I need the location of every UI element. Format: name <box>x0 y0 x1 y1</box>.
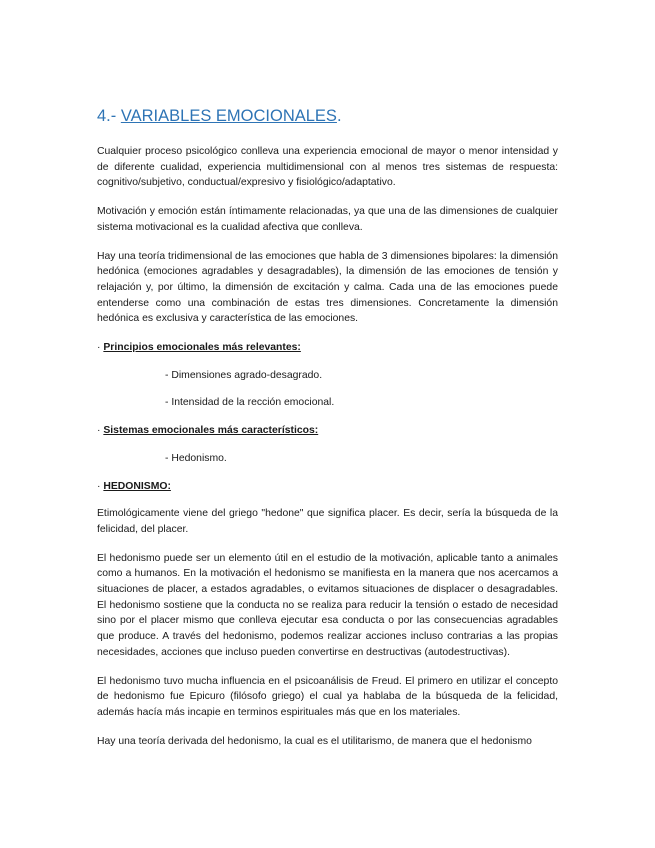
heading-number: 4.- <box>97 107 121 125</box>
paragraph-3: Hay una teoría tridimensional de las emociones que habla de 3 dimensiones bipolares: la dimensión hedónica (emociones agradables y desagradables), la dimensión de las emociones de tensión y relajación y, por último, la dimensión de excitación y calma. Cada una de las emociones puede entenderse como una combinación de estas tres dimensiones. Concretamente la dimensión hedónica es exclusiva y característica de las emociones. <box>97 250 558 325</box>
section-heading <box>97 106 558 126</box>
hedonismo-paragraph-4: Hay una teoría derivada del hedonismo, la cual es el utilitarismo, de manera que el hedonismo <box>97 735 532 747</box>
principios-item: - Intensidad de la rección emocional. <box>165 397 335 409</box>
sistemas-heading <box>97 423 558 439</box>
hedonismo-label: HEDONISMO: <box>103 480 171 492</box>
sistemas-label: Sistemas emocionales más característicos: <box>103 425 319 437</box>
paragraph-2: Motivación y emoción están íntimamente relacionadas, ya que una de las dimensiones de cualquier sistema motivacional es la cualidad afectiva que conlleva. <box>97 206 558 233</box>
document-content <box>97 106 558 762</box>
principios-prefix: · <box>97 342 104 354</box>
hedonismo-heading <box>97 479 558 495</box>
principios-heading <box>97 340 558 356</box>
heading-title: VARIABLES EMOCIONALES <box>120 107 337 125</box>
hedonismo-prefix: · <box>97 480 104 492</box>
hedonismo-paragraph-2: El hedonismo puede ser un elemento útil en el estudio de la motivación, aplicable tanto a animales como a humanos. En la motivación el hedonismo se manifiesta en la manera que nos acercamos a situaciones de placer, a estados agradables, o evitamos situaciones de displacer o desagradables. El hedonismo sostiene que la conducta no se realiza para reducir la tensión o estado de necesidad sino por el placer mismo que conlleva ejecutar esa conducta o por las consecuencias agradables que produce. A través del hedonismo, podemos realizar acciones incluso contrarias a las propias necesidades, acciones que incluso pueden convertirse en destructivas (autodestructivas). <box>97 552 558 658</box>
hedonismo-paragraph-1: Etimológicamente viene del griego "hedone" que significa placer. Es decir, sería la búsqueda de la felicidad, del placer. <box>97 508 558 535</box>
sistemas-prefix: · <box>97 425 104 437</box>
heading-dot: . <box>336 107 342 125</box>
hedonismo-paragraph-3: El hedonismo tuvo mucha influencia en el psicoanálisis de Freud. El primero en utilizar el concepto de hedonismo fue Epicuro (filósofo griego) el cual ya hablaba de la búsqueda de la felicidad, además hacía más incapie en terminos espirituales más que en los materiales. <box>97 675 558 718</box>
principios-label: Principios emocionales más relevantes: <box>103 342 301 354</box>
sistemas-item: - Hedonismo. <box>165 452 227 464</box>
principios-item: - Dimensiones agrado-desagrado. <box>165 369 323 381</box>
paragraph-1: Cualquier proceso psicológico conlleva una experiencia emocional de mayor o menor intensidad y de diferente cualidad, experiencia multidimensional con al menos tres sistemas de respuesta: cognitivo/subjetivo, conductual/expresivo y fisiológico/adaptativo. <box>97 146 558 189</box>
